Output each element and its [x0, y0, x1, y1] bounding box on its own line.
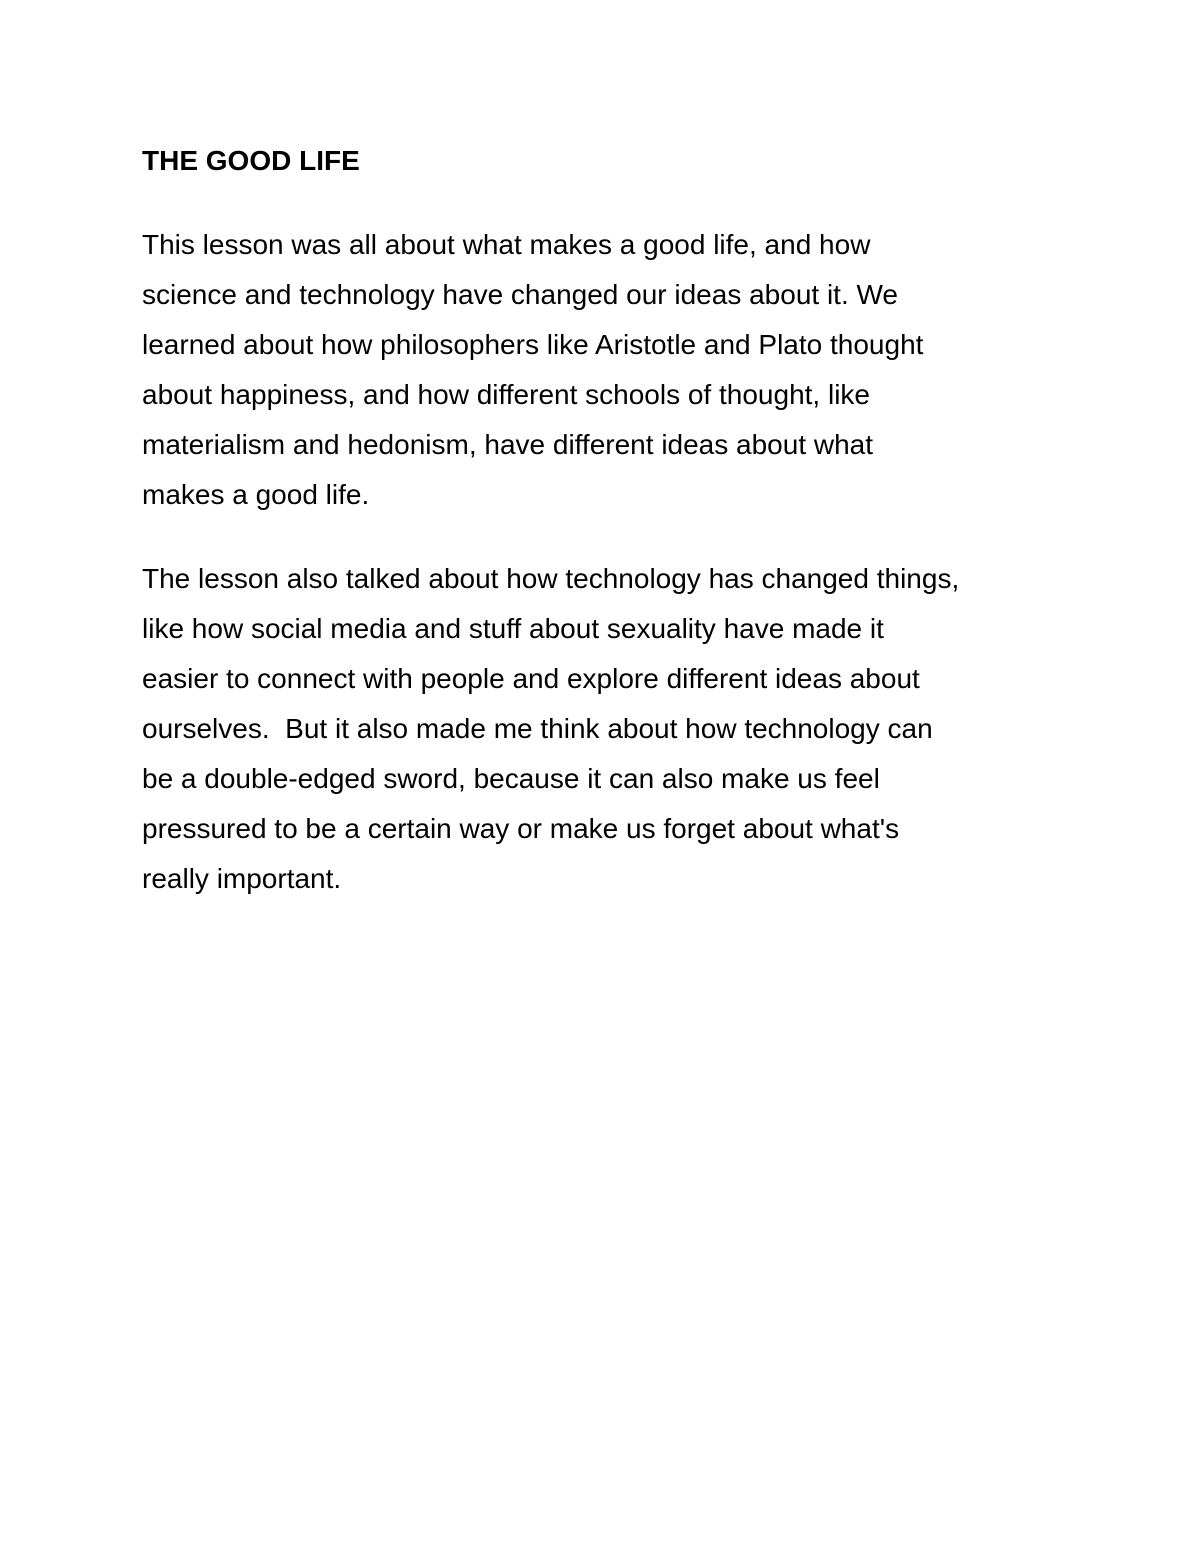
paragraph-line: makes a good life. — [142, 479, 370, 510]
paragraph-line: This lesson was all about what makes a good life, and how — [142, 229, 871, 260]
document-title: THE GOOD LIFE — [142, 145, 360, 176]
paragraph-line: about happiness, and how different schools of thought, like — [142, 379, 870, 410]
paragraph-1 — [142, 220, 1072, 520]
paragraph-2 — [142, 554, 1072, 904]
paragraph-line: ourselves. But it also made me think about how technology can — [142, 713, 933, 744]
paragraph-line: easier to connect with people and explore different ideas about — [142, 663, 920, 694]
paragraph-line: pressured to be a certain way or make us forget about what's — [142, 813, 900, 844]
document-body — [142, 136, 1072, 938]
paragraph-line: like how social media and stuff about sexuality have made it — [142, 613, 884, 644]
paragraph-line: The lesson also talked about how technology has changed things, — [142, 563, 960, 594]
paragraph-line: materialism and hedonism, have different ideas about what — [142, 429, 874, 460]
paragraph-line: learned about how philosophers like Aristotle and Plato thought — [142, 329, 924, 360]
paragraph-line: really important. — [142, 863, 342, 894]
paragraph-line: science and technology have changed our ideas about it. We — [142, 279, 898, 310]
paragraph-line: be a double-edged sword, because it can also make us feel — [142, 763, 880, 794]
